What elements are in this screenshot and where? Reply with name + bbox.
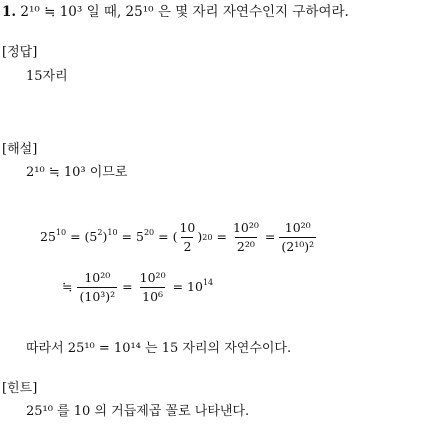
fraction-10-over-2: $\frac{10}{2}$ (179, 220, 196, 254)
problem-number: 1. (2, 4, 17, 20)
hint-header: [힌트] (2, 381, 38, 396)
fraction-10p20-over-10p6: $\frac{\text{10²⁰}}{\text{10⁶}}$ (139, 270, 166, 304)
hint-text: 25¹⁰ 를 10 의 거듭제곱 꼴로 나타낸다. (26, 404, 250, 419)
eq1-term-b: = $(5^2)^{10}$ (70, 228, 118, 245)
equation-line-2 (62, 272, 213, 303)
solution-header: [해설] (2, 142, 38, 157)
solution-premise: 2¹⁰ ≒ 10³ 이므로 (26, 165, 128, 180)
equation-line-1 (40, 222, 316, 253)
answer-value: 15자리 (26, 69, 68, 84)
problem-statement (2, 6, 349, 20)
fraction-10p20-over-10p3-squared: $\frac{\text{10²⁰}}{\text{(10³)²}}$ (79, 270, 116, 304)
eq1-term-a: $25^{10}$ (40, 228, 67, 245)
equals-sign: = (122, 279, 133, 295)
eq2-result: = $10^{14}$ (172, 278, 214, 295)
equals-sign: = (264, 229, 276, 245)
eq1-term-c: = $5^{20}$ (121, 228, 155, 245)
equals-sign: = (216, 229, 227, 245)
eq1-term-d: = ( $\frac{10}{2}$ ) 20 (158, 220, 213, 254)
answer-header: [정답] (2, 45, 38, 60)
fraction-10p20-over-2p20: $\frac{\text{10²⁰}}{\text{2²⁰}}$ (232, 220, 259, 254)
solution-conclusion: 따라서 25¹⁰ = 10¹⁴ 는 15 자리의 자연수이다. (26, 341, 292, 356)
approx-sign: ≒ (62, 279, 73, 295)
problem-text: 2¹⁰ ≒ 10³ 일 때, 25¹⁰ 은 몇 자리 자연수인지 구하여라. (20, 4, 349, 20)
fraction-10p20-over-2p10-squared: $\frac{\text{10²⁰}}{\text{(2¹⁰)²}}$ (281, 220, 315, 254)
